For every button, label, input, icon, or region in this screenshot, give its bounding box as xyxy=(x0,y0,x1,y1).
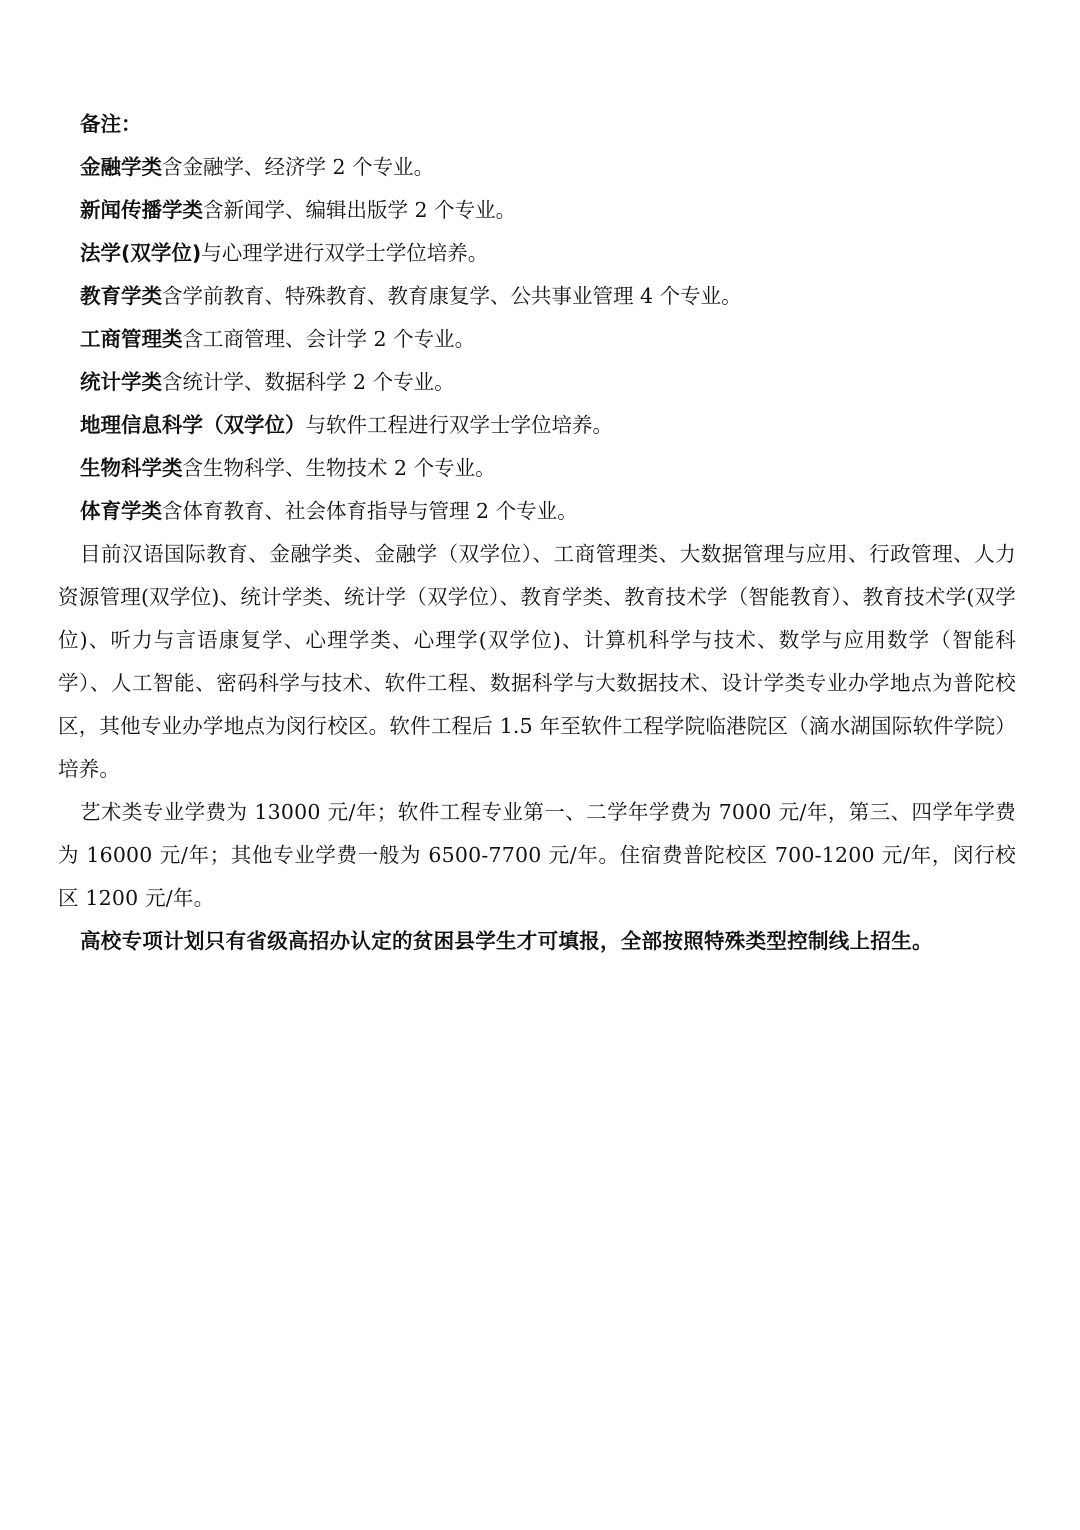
note-term: 新闻传播学类 xyxy=(80,198,203,222)
note-item xyxy=(58,361,1016,404)
note-term: 法学(双学位) xyxy=(80,241,202,265)
special-plan-note: 高校专项计划只有省级高招办认定的贫困县学生才可填报，全部按照特殊类型控制线上招生。 xyxy=(80,929,933,953)
note-desc: 含生物科学、生物技术 2 个专业。 xyxy=(182,456,496,480)
note-term: 生物科学类 xyxy=(80,456,183,480)
note-item xyxy=(58,490,1016,533)
note-desc: 含体育教育、社会体育指导与管理 2 个专业。 xyxy=(162,499,578,523)
note-item xyxy=(58,447,1016,490)
note-item xyxy=(58,146,1016,189)
note-item xyxy=(58,275,1016,318)
note-desc: 含工商管理、会计学 2 个专业。 xyxy=(182,327,476,351)
note-desc: 含金融学、经济学 2 个专业。 xyxy=(162,155,435,179)
note-desc: 与软件工程进行双学士学位培养。 xyxy=(305,413,613,437)
campus-location-paragraph: 目前汉语国际教育、金融学类、金融学（双学位）、工商管理类、大数据管理与应用、行政管理、人力资源管理(双学位)、统计学类、统计学（双学位）、教育学类、教育技术学（智能教育）、教育技术学(双学位)、听力与言语康复学、心理学类、心理学(双学位)、计算机科学与技术、数学与应用数学（智能科学）、人工智能、密码科学与技术、软件工程、数据科学与大数据技术、设计学类专业办学地点为普陀校区，其他专业办学地点为闵行校区。软件工程后 1.5 年至软件工程学院临港院区（滴水湖国际软件学院）培养。 xyxy=(58,542,1016,781)
note-item xyxy=(58,232,1016,275)
notes-heading: 备注： xyxy=(80,112,142,136)
note-term: 统计学类 xyxy=(80,370,162,394)
note-term: 工商管理类 xyxy=(80,327,183,351)
note-term: 地理信息科学（双学位） xyxy=(80,413,306,437)
note-term: 教育学类 xyxy=(80,284,162,308)
notes-section xyxy=(58,103,1016,963)
note-item xyxy=(58,189,1016,232)
note-desc: 含统计学、数据科学 2 个专业。 xyxy=(162,370,455,394)
note-term: 金融学类 xyxy=(80,155,162,179)
note-item xyxy=(58,404,1016,447)
note-desc: 含学前教育、特殊教育、教育康复学、公共事业管理 4 个专业。 xyxy=(162,284,742,308)
note-term: 体育学类 xyxy=(80,499,162,523)
note-desc: 与心理学进行双学士学位培养。 xyxy=(201,241,489,265)
note-desc: 含新闻学、编辑出版学 2 个专业。 xyxy=(203,198,517,222)
note-item xyxy=(58,318,1016,361)
tuition-paragraph: 艺术类专业学费为 13000 元/年；软件工程专业第一、二学年学费为 7000 元/年，第三、四学年学费为 16000 元/年；其他专业学费一般为 6500-7700 元/年。住宿费普陀校区 700-1200 元/年，闵行校区 1200 元/年。 xyxy=(58,800,1016,910)
